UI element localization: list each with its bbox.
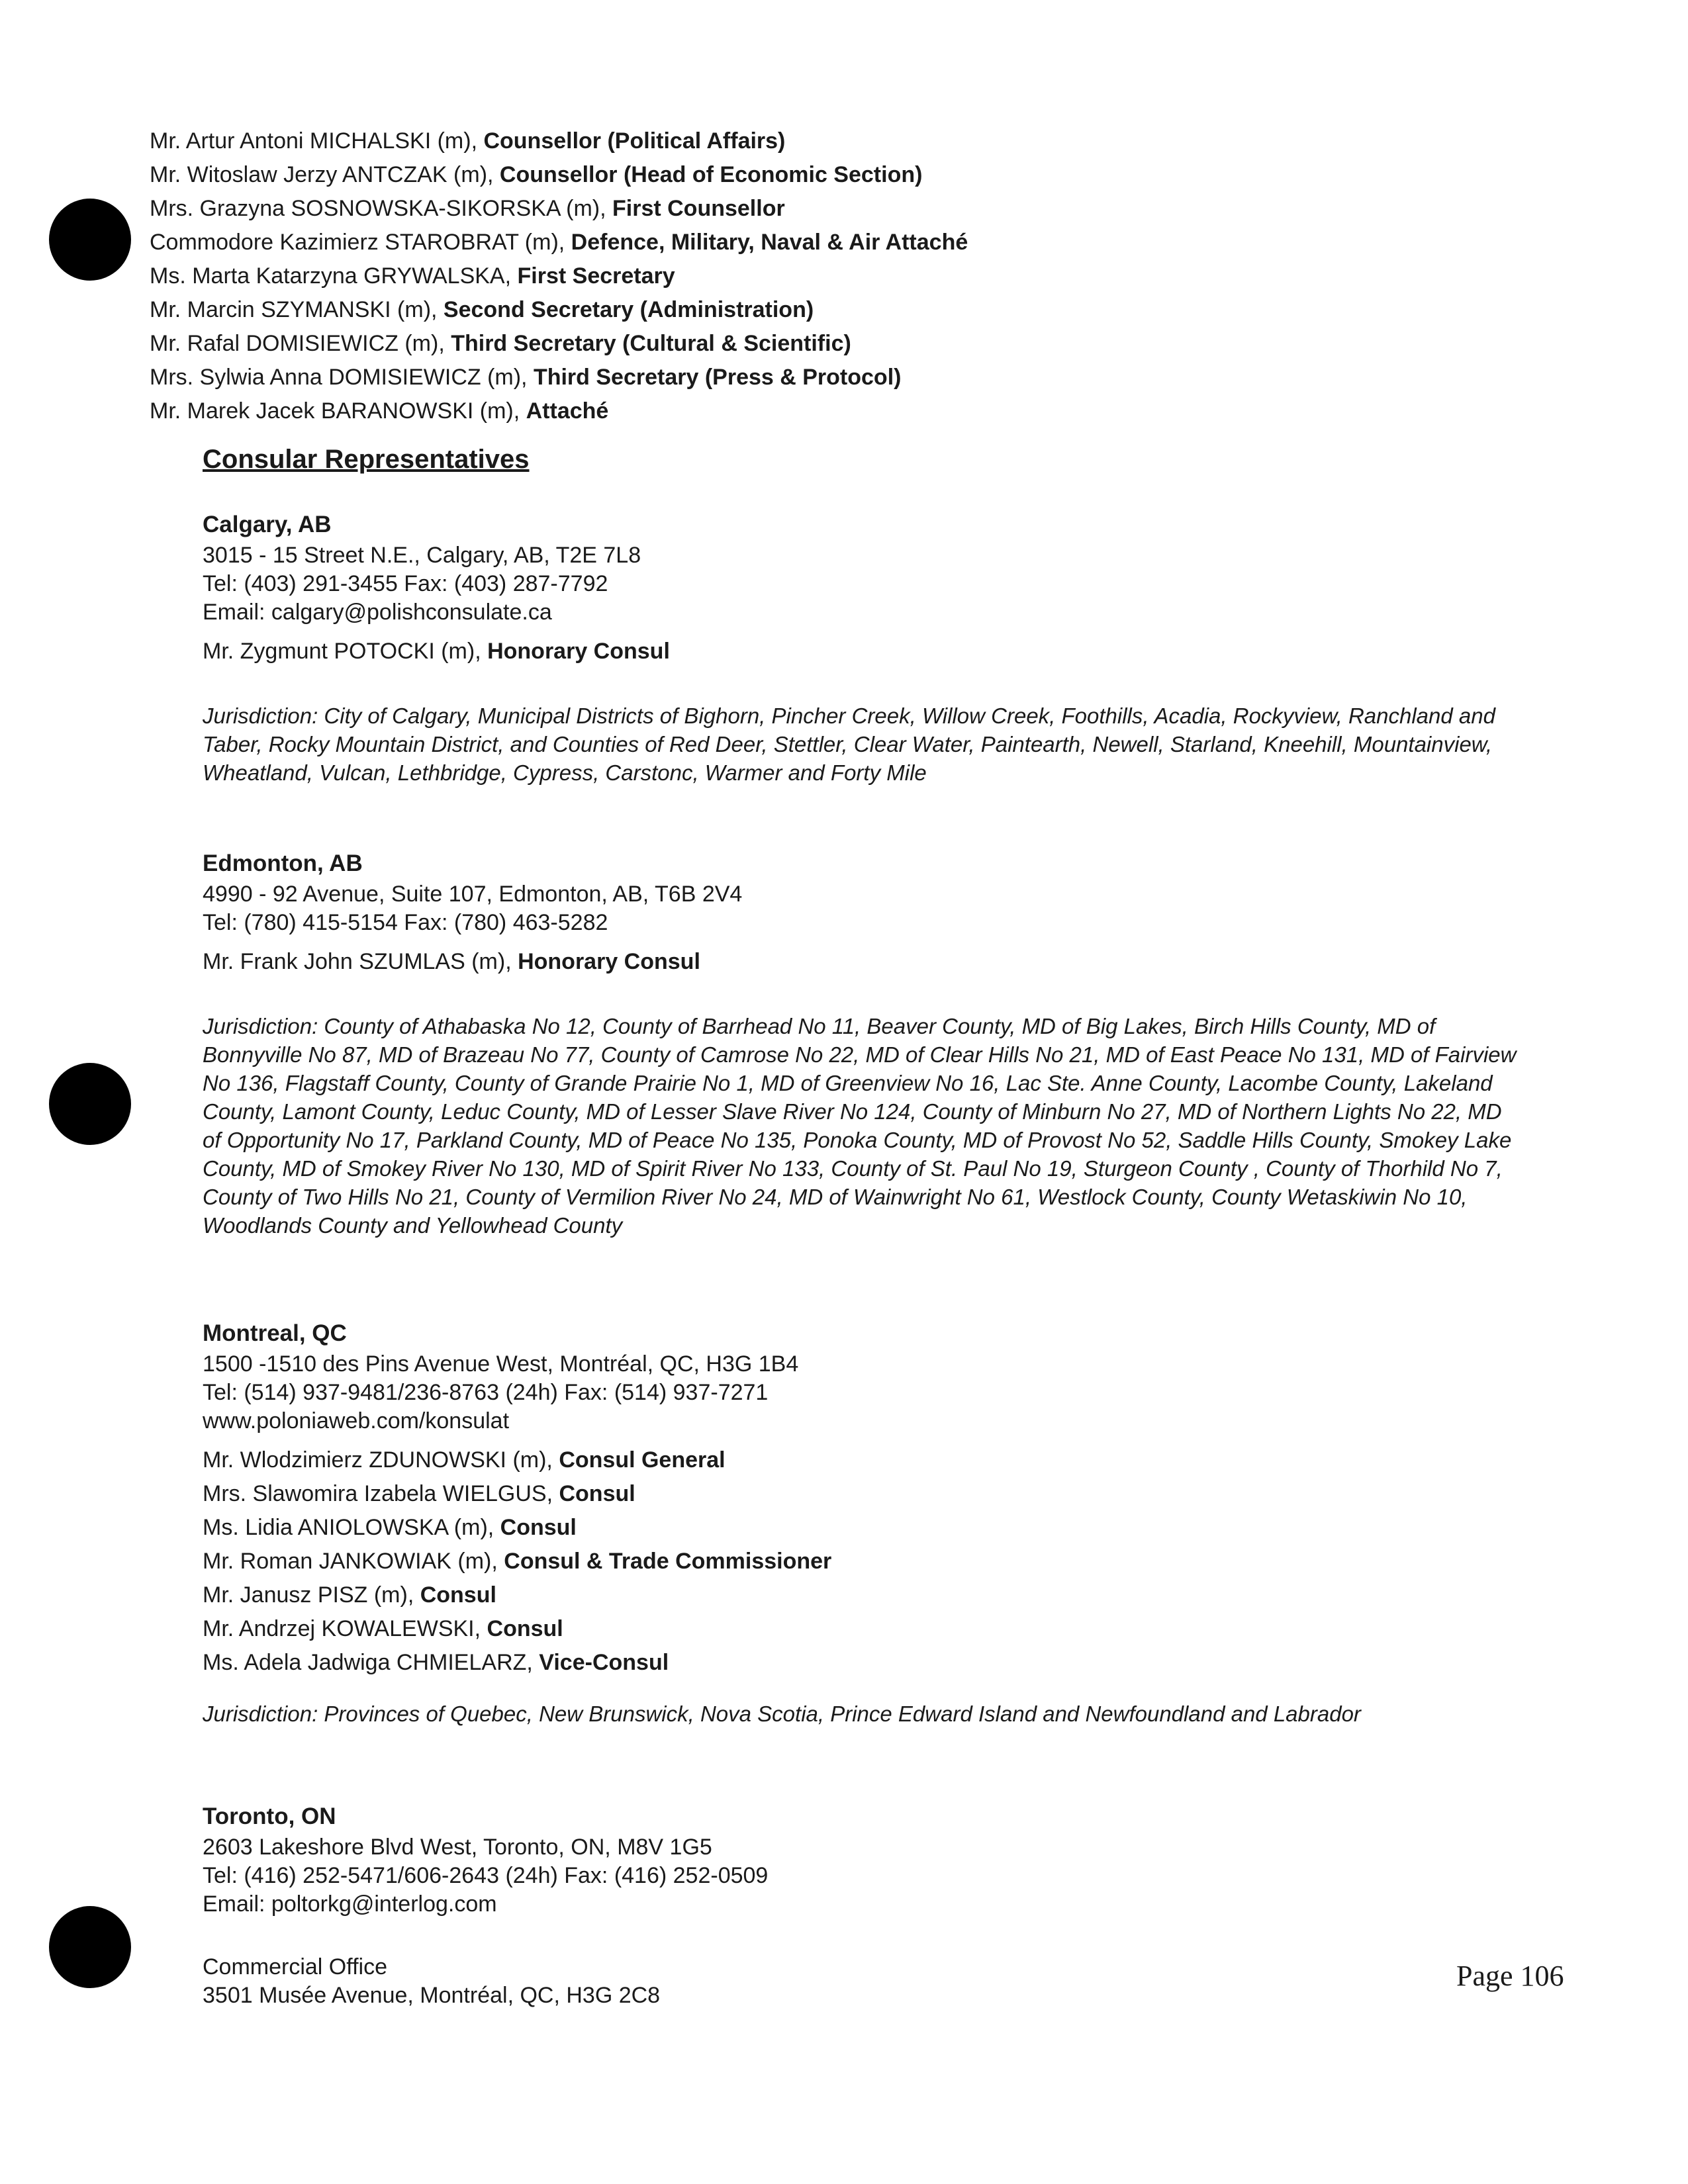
punch-hole-middle — [49, 1063, 131, 1145]
staff-entry: Mrs. Grazyna SOSNOWSKA-SIKORSKA (m), First Counsellor — [150, 196, 785, 221]
toronto-section — [203, 1800, 1526, 2010]
address: 4990 - 92 Avenue, Suite 107, Edmonton, AB, T6B 2V4 — [203, 882, 743, 907]
email: Email: calgary@polishconsulate.ca — [203, 600, 552, 625]
commercial-office-address: 3501 Musée Avenue, Montréal, QC, H3G 2C8 — [203, 1983, 661, 2008]
staff-entry: Mr. Marek Jacek BARANOWSKI (m), Attaché — [150, 398, 609, 424]
staff-entry: Mr. Rafal DOMISIEWICZ (m), Third Secretary (Cultural & Scientific) — [150, 331, 851, 356]
punch-hole-bottom — [49, 1906, 131, 1988]
staff-entry: Mr. Artur Antoni MICHALSKI (m), Counsellor (Political Affairs) — [150, 128, 786, 154]
address: 1500 -1510 des Pins Avenue West, Montréal, QC, H3G 1B4 — [203, 1351, 799, 1377]
jurisdiction-text: Jurisdiction: County of Athabaska No 12, County of Barrhead No 11, Beaver County, MD of Big Lakes, Birch Hills County, MD of Bonnyville No 87, MD of Brazeau No 77, County of Camrose No 22, MD of Clear Hills No 21, MD of East Peace No 131, MD of Fairview No 136, Flagstaff County, County of Grande Prairie No 1, MD of Greenview No 16, Lac Ste. Anne County, Lacombe County, Lakeland County, Lamont County, Leduc County, MD of Lesser Slave River No 124, County of Minburn No 27, MD of Northern Lights No 22, MD of Opportunity No 17, Parkland County, MD of Peace No 135, Ponoka County, MD of Provost No 52, Saddle Hills County, Smokey Lake County, MD of Smokey River No 130, MD of Spirit River No 133, County of St. Paul No 19, Sturgeon County , County of Thorhild No 7, County of Two Hills No 21, County of Vermilion River No 24, MD of Wainwright No 61, Westlock County, County Wetaskiwin No 10, Woodlands County and Yellowhead County — [203, 1014, 1517, 1238]
consul-entry: Mr. Wlodzimierz ZDUNOWSKI (m), Consul General — [203, 1447, 726, 1473]
staff-entry: Mr. Marcin SZYMANSKI (m), Second Secretary (Administration) — [150, 297, 814, 322]
consul-entry: Ms. Adela Jadwiga CHMIELARZ, Vice-Consul — [203, 1650, 669, 1675]
consular-heading: Consular Representatives — [203, 445, 530, 474]
consul-entry: Mr. Janusz PISZ (m), Consul — [203, 1582, 496, 1608]
consul-entry: Mr. Frank John SZUMLAS (m), Honorary Consul — [203, 949, 700, 974]
address: 3015 - 15 Street N.E., Calgary, AB, T2E 7L8 — [203, 543, 641, 568]
consul-entry: Mr. Roman JANKOWIAK (m), Consul & Trade Commissioner — [203, 1549, 832, 1574]
edmonton-section — [203, 847, 1526, 1240]
website: www.poloniaweb.com/konsulat — [203, 1408, 510, 1433]
staff-entry: Ms. Marta Katarzyna GRYWALSKA, First Secretary — [150, 263, 675, 289]
consul-entry: Mrs. Slawomira Izabela WIELGUS, Consul — [203, 1481, 635, 1506]
consul-entry: Mr. Zygmunt POTOCKI (m), Honorary Consul — [203, 639, 670, 664]
city-heading: Calgary, AB — [203, 512, 332, 537]
jurisdiction-text: Jurisdiction: Provinces of Quebec, New Brunswick, Nova Scotia, Prince Edward Island and Newfoundland and Labrador — [203, 1702, 1361, 1726]
punch-hole-top — [49, 199, 131, 281]
montreal-section — [203, 1317, 1526, 1728]
calgary-section — [203, 508, 1526, 787]
staff-entry: Mr. Witoslaw Jerzy ANTCZAK (m), Counsellor (Head of Economic Section) — [150, 162, 923, 187]
city-heading: Toronto, ON — [203, 1803, 336, 1829]
consul-entry: Ms. Lidia ANIOLOWSKA (m), Consul — [203, 1515, 577, 1540]
phone-fax: Tel: (514) 937-9481/236-8763 (24h) Fax: (514) 937-7271 — [203, 1380, 769, 1405]
phone-fax: Tel: (416) 252-5471/606-2643 (24h) Fax: (416) 252-0509 — [203, 1863, 769, 1888]
staff-entry: Commodore Kazimierz STAROBRAT (m), Defence, Military, Naval & Air Attaché — [150, 230, 968, 255]
consul-entry: Mr. Andrzej KOWALEWSKI, Consul — [203, 1616, 563, 1641]
phone-fax: Tel: (403) 291-3455 Fax: (403) 287-7792 — [203, 571, 608, 596]
city-heading: Montreal, QC — [203, 1320, 347, 1346]
city-heading: Edmonton, AB — [203, 850, 363, 876]
commercial-office-label: Commercial Office — [203, 1954, 387, 1979]
embassy-staff-list — [150, 124, 1407, 428]
jurisdiction-text: Jurisdiction: City of Calgary, Municipal Districts of Bighorn, Pincher Creek, Willow Creek, Foothills, Acadia, Rockyview, Ranchland and Taber, Rocky Mountain District, and Counties of Red Deer, Stettler, Clear Water, Paintearth, Newell, Starland, Kneehill, Mountainview, Wheatland, Vulcan, Lethbridge, Cypress, Carstonc, Warmer and Forty Mile — [203, 704, 1495, 785]
email: Email: poltorkg@interlog.com — [203, 1891, 497, 1917]
page-number: Page 106 — [1456, 1960, 1564, 1992]
phone-fax: Tel: (780) 415-5154 Fax: (780) 463-5282 — [203, 910, 608, 935]
staff-entry: Mrs. Sylwia Anna DOMISIEWICZ (m), Third Secretary (Press & Protocol) — [150, 365, 902, 390]
address: 2603 Lakeshore Blvd West, Toronto, ON, M8V 1G5 — [203, 1835, 712, 1860]
